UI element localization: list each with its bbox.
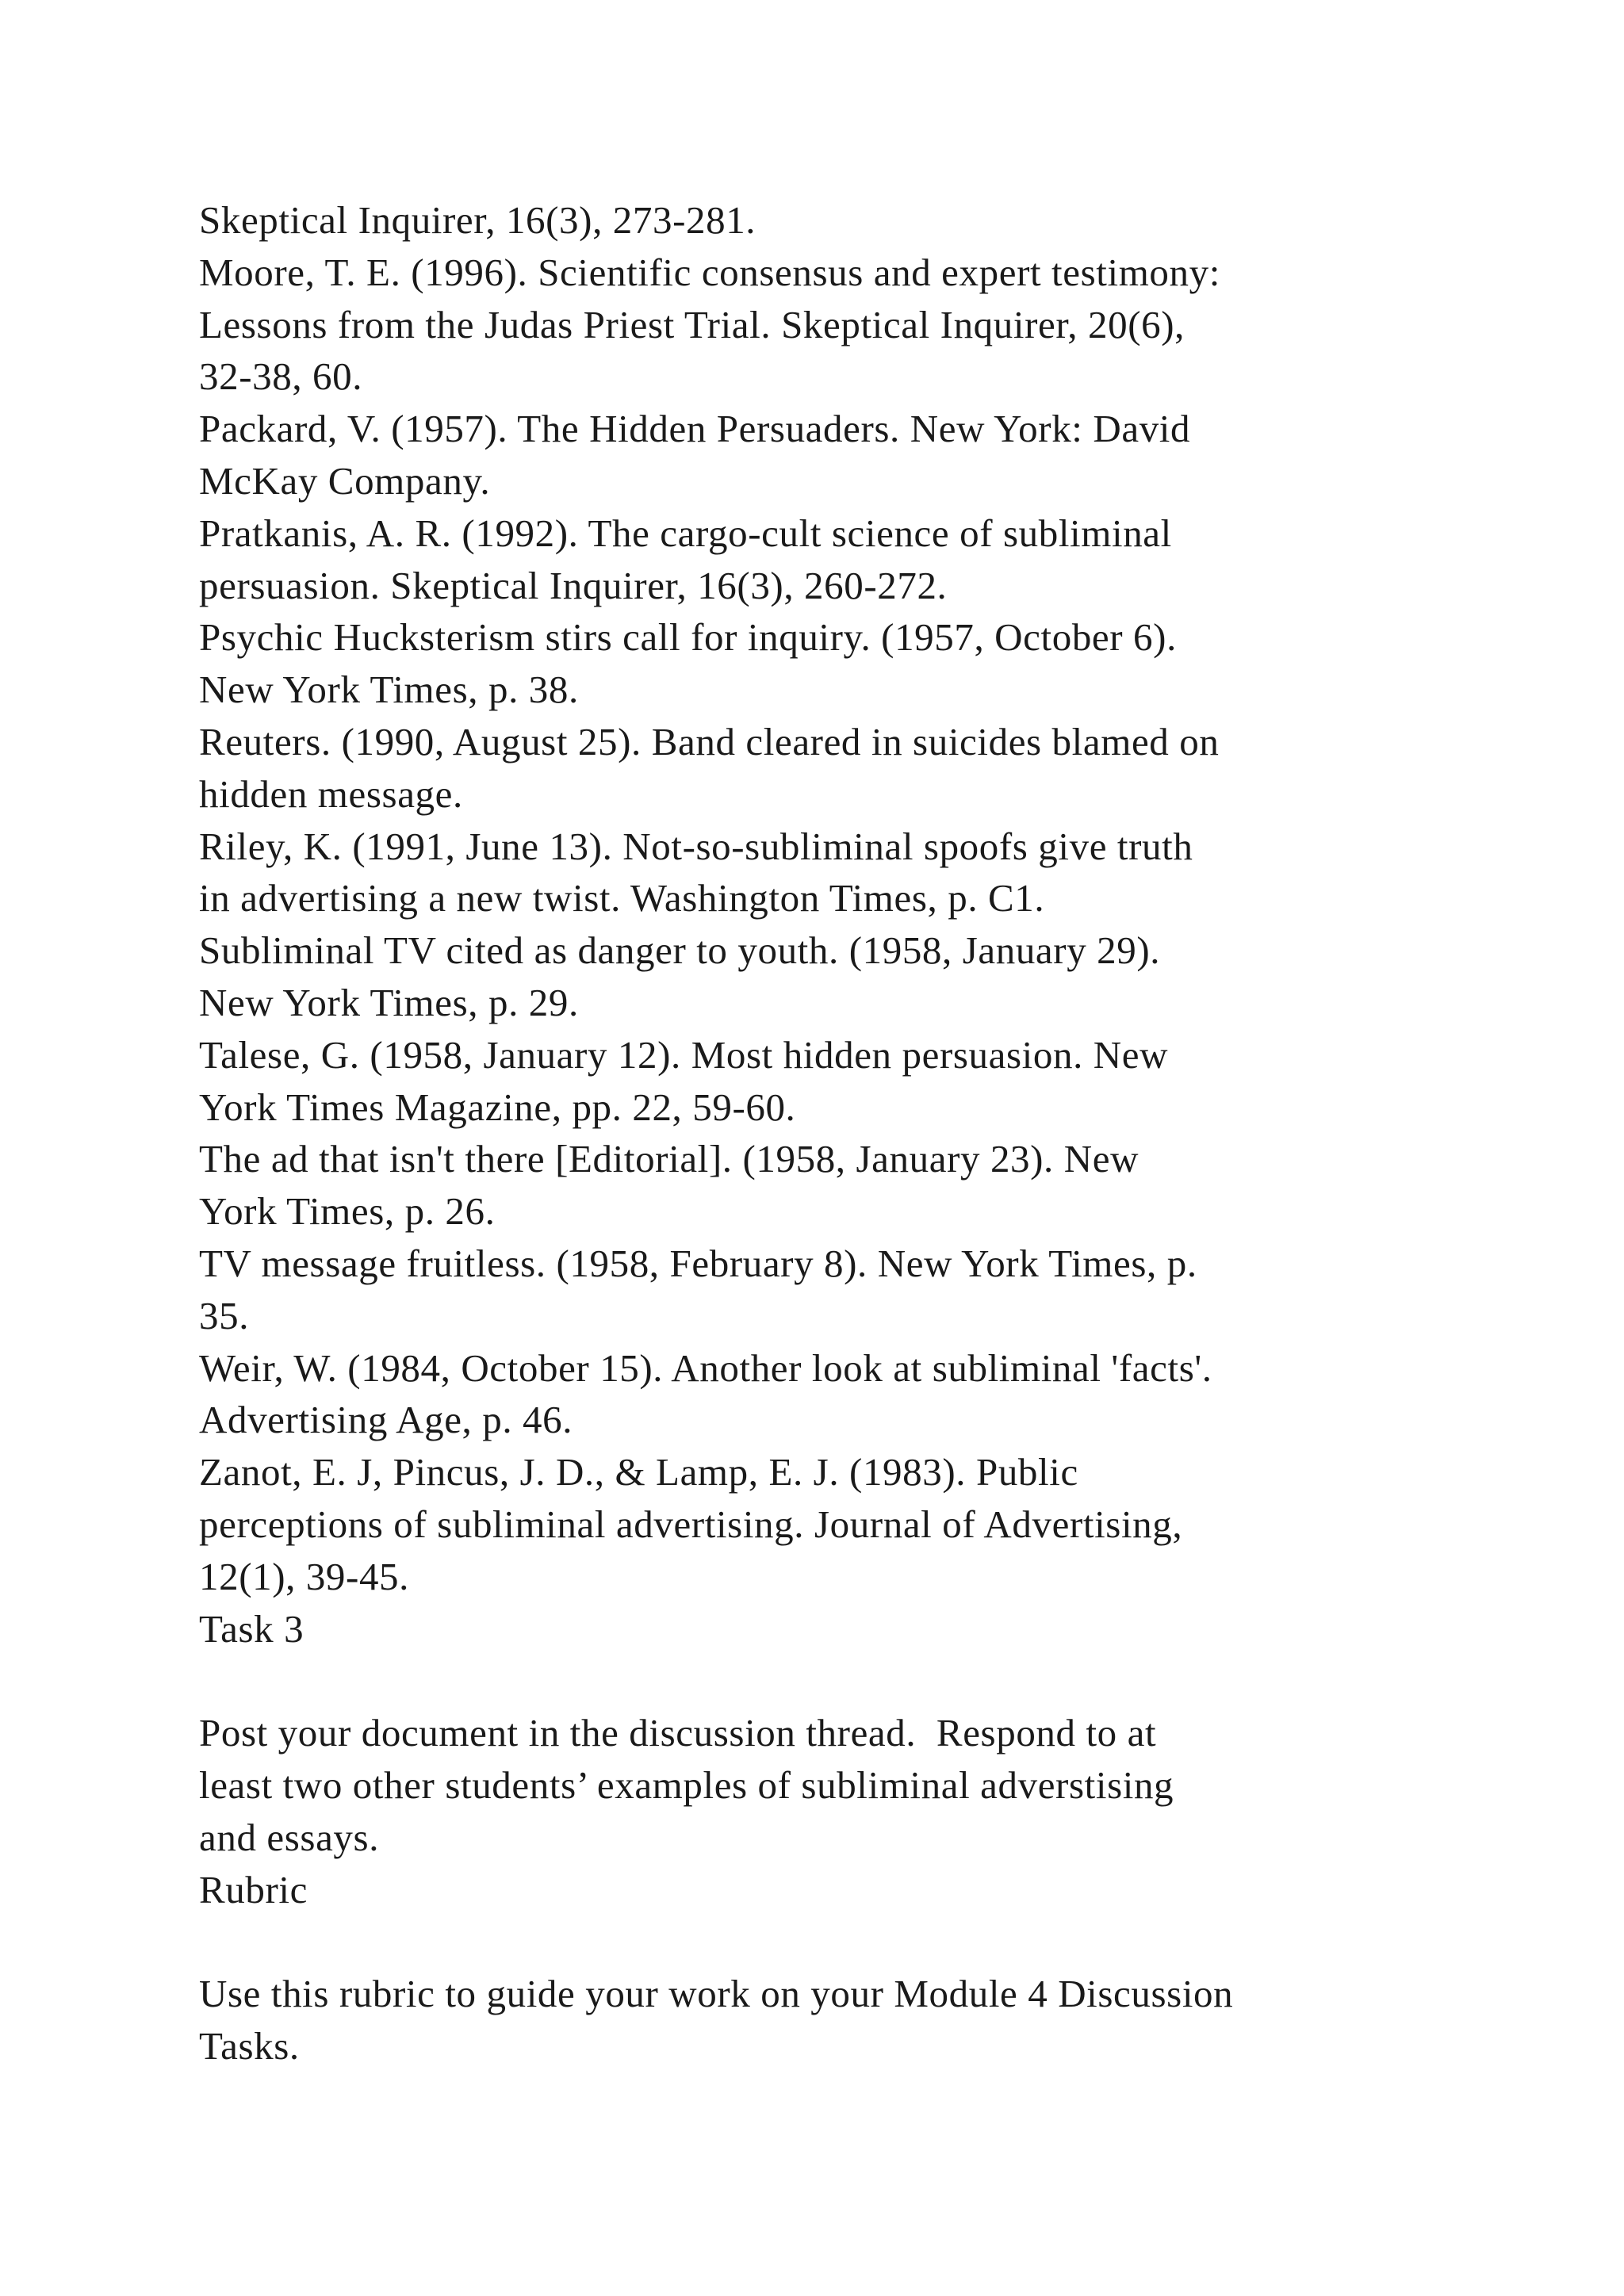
document-page [199,194,1468,2072]
task-3-instruction-line-2: least two other students’ examples of subliminal adverstising [199,1762,1174,1807]
reference-riley-line-1: Riley, K. (1991, June 13). Not-so-subliminal spoofs give truth [199,824,1193,868]
reference-zanot-line-3: 12(1), 39-45. [199,1554,410,1598]
reference-ad-editorial-line-1: The ad that isn't there [Editorial]. (1958, January 23). New [199,1137,1139,1181]
reference-tv-message-line-2: 35. [199,1293,250,1337]
task-3-instruction-line-1: Post your document in the discussion thread. Respond to at [199,1711,1157,1755]
reference-pratkanis-line-1: Pratkanis, A. R. (1992). The cargo-cult science of subliminal [199,511,1172,555]
task-3-instruction-line-3: and essays. [199,1815,380,1859]
task-3-heading: Task 3 [199,1606,304,1651]
reference-continuation-skeptical-inquirer: Skeptical Inquirer, 16(3), 273-281. [199,198,756,242]
reference-pratkanis-line-2: persuasion. Skeptical Inquirer, 16(3), 260-272. [199,563,948,607]
reference-reuters-line-2: hidden message. [199,771,463,816]
reference-packard-line-1: Packard, V. (1957). The Hidden Persuaders. New York: David [199,407,1191,451]
reference-zanot-line-2: perceptions of subliminal advertising. Journal of Advertising, [199,1502,1183,1546]
reference-weir-line-1: Weir, W. (1984, October 15). Another look at subliminal 'facts'. [199,1345,1212,1390]
reference-zanot-line-1: Zanot, E. J, Pincus, J. D., & Lamp, E. J. (1983). Public [199,1450,1078,1494]
blank-line [199,1915,1468,1968]
reference-reuters-line-1: Reuters. (1990, August 25). Band cleared in suicides blamed on [199,719,1220,763]
reference-moore-line-1: Moore, T. E. (1996). Scientific consensus and expert testimony: [199,250,1220,294]
blank-line [199,1655,1468,1707]
rubric-heading: Rubric [199,1867,308,1911]
reference-talese-line-1: Talese, G. (1958, January 12). Most hidden persuasion. New [199,1032,1169,1077]
reference-riley-line-2: in advertising a new twist. Washington Times, p. C1. [199,876,1045,920]
reference-subliminal-tv-line-2: New York Times, p. 29. [199,980,579,1024]
reference-talese-line-2: York Times Magazine, pp. 22, 59-60. [199,1085,796,1129]
reference-moore-line-3: 32-38, 60. [199,354,363,399]
rubric-instruction-line-1: Use this rubric to guide your work on your Module 4 Discussion [199,1972,1234,2016]
reference-ad-editorial-line-2: York Times, p. 26. [199,1189,496,1234]
reference-psychic-hucksterism-line-2: New York Times, p. 38. [199,668,579,712]
reference-weir-line-2: Advertising Age, p. 46. [199,1398,573,1442]
reference-psychic-hucksterism-line-1: Psychic Hucksterism stirs call for inquiry. (1957, October 6). [199,615,1177,660]
reference-packard-line-2: McKay Company. [199,458,491,503]
reference-subliminal-tv-line-1: Subliminal TV cited as danger to youth. (1958, January 29). [199,928,1161,973]
reference-moore-line-2: Lessons from the Judas Priest Trial. Skeptical Inquirer, 20(6), [199,302,1185,346]
reference-tv-message-line-1: TV message fruitless. (1958, February 8). New York Times, p. [199,1241,1197,1285]
rubric-instruction-line-2: Tasks. [199,2023,300,2068]
